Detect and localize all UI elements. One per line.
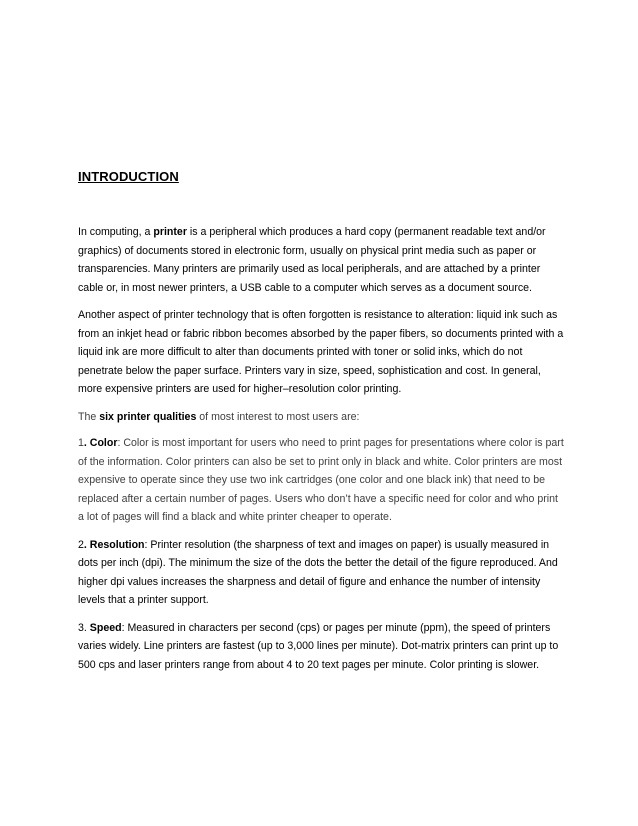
paragraph-qualities-intro xyxy=(78,408,566,427)
text-run: Another aspect of printer technology that is often forgotten is resistance to alteration: liquid ink such as from an inkjet head or fabric ribbon becomes absorbed by the paper fibers, so documents printed with a liquid ink are more difficult to alter than documents printed with toner or solid inks, which do not penetrate below the paper surface. Printers vary in size, speed, sophistication and cost. In general, more expensive printers are used for higher–resolution color printing. xyxy=(78,309,564,395)
text-run: : Measured in characters per second (cps) or pages per minute (ppm), the speed of printers varies widely. Line printers are fastest (up to 3,000 lines per minute). Dot-matrix printers can print up to 500 cps and laser printers range from about 4 to 20 text pages per minute. Color printing is slower. xyxy=(78,621,559,671)
bold-term-six-qualities: six printer qualities xyxy=(99,410,197,423)
document-body xyxy=(78,223,566,683)
paragraph-quality-color xyxy=(78,434,566,527)
text-run: In computing, a xyxy=(78,226,154,238)
bold-term-printer: printer xyxy=(153,226,187,238)
text-run: : Color is most important for users who need to print pages for presentations where color is part of the information. Color printers can also be set to print only in black and white. Color printers are most expensive to operate since they use two ink cartridges (one color and one black ink) that need to be replaced after a certain number of pages. Users who don’t have a specific need for color and who print a lot of pages will find a black and white printer cheaper to operate. xyxy=(78,437,564,523)
paragraph-quality-speed xyxy=(78,619,566,675)
paragraph-quality-resolution xyxy=(78,536,566,610)
bold-term-color: . Color xyxy=(83,437,118,449)
text-run: The xyxy=(78,410,100,423)
list-number: 1 xyxy=(78,437,84,449)
page-heading: INTRODUCTION xyxy=(78,169,179,184)
paragraph-printer-definition xyxy=(78,223,566,297)
bold-term-speed: Speed xyxy=(89,621,122,634)
text-run: of most interest to most users are: xyxy=(196,410,360,423)
text-run: : Printer resolution (the sharpness of text and images on paper) is usually measured in dots per inch (dpi). The minimum the size of the dots the better the detail of the figure reproduced. And higher dpi values increases the sharpness and detail of figure and enhance the number of intensity levels that a printer support. xyxy=(78,538,558,606)
list-number: 3. xyxy=(78,621,90,634)
text-run: is a peripheral which produces a hard copy (permanent readable text and/or graphics) of documents stored in electronic form, usually on physical print media such as paper or transparencies. Many printers are primarily used as local peripherals, and are attached by a printer cable or, in most newer printers, a USB cable to a computer which serves as a document source. xyxy=(78,226,546,294)
list-number: 2 xyxy=(78,538,84,551)
paragraph-alteration-resistance xyxy=(78,306,566,399)
bold-term-resolution: . Resolution xyxy=(83,538,145,551)
